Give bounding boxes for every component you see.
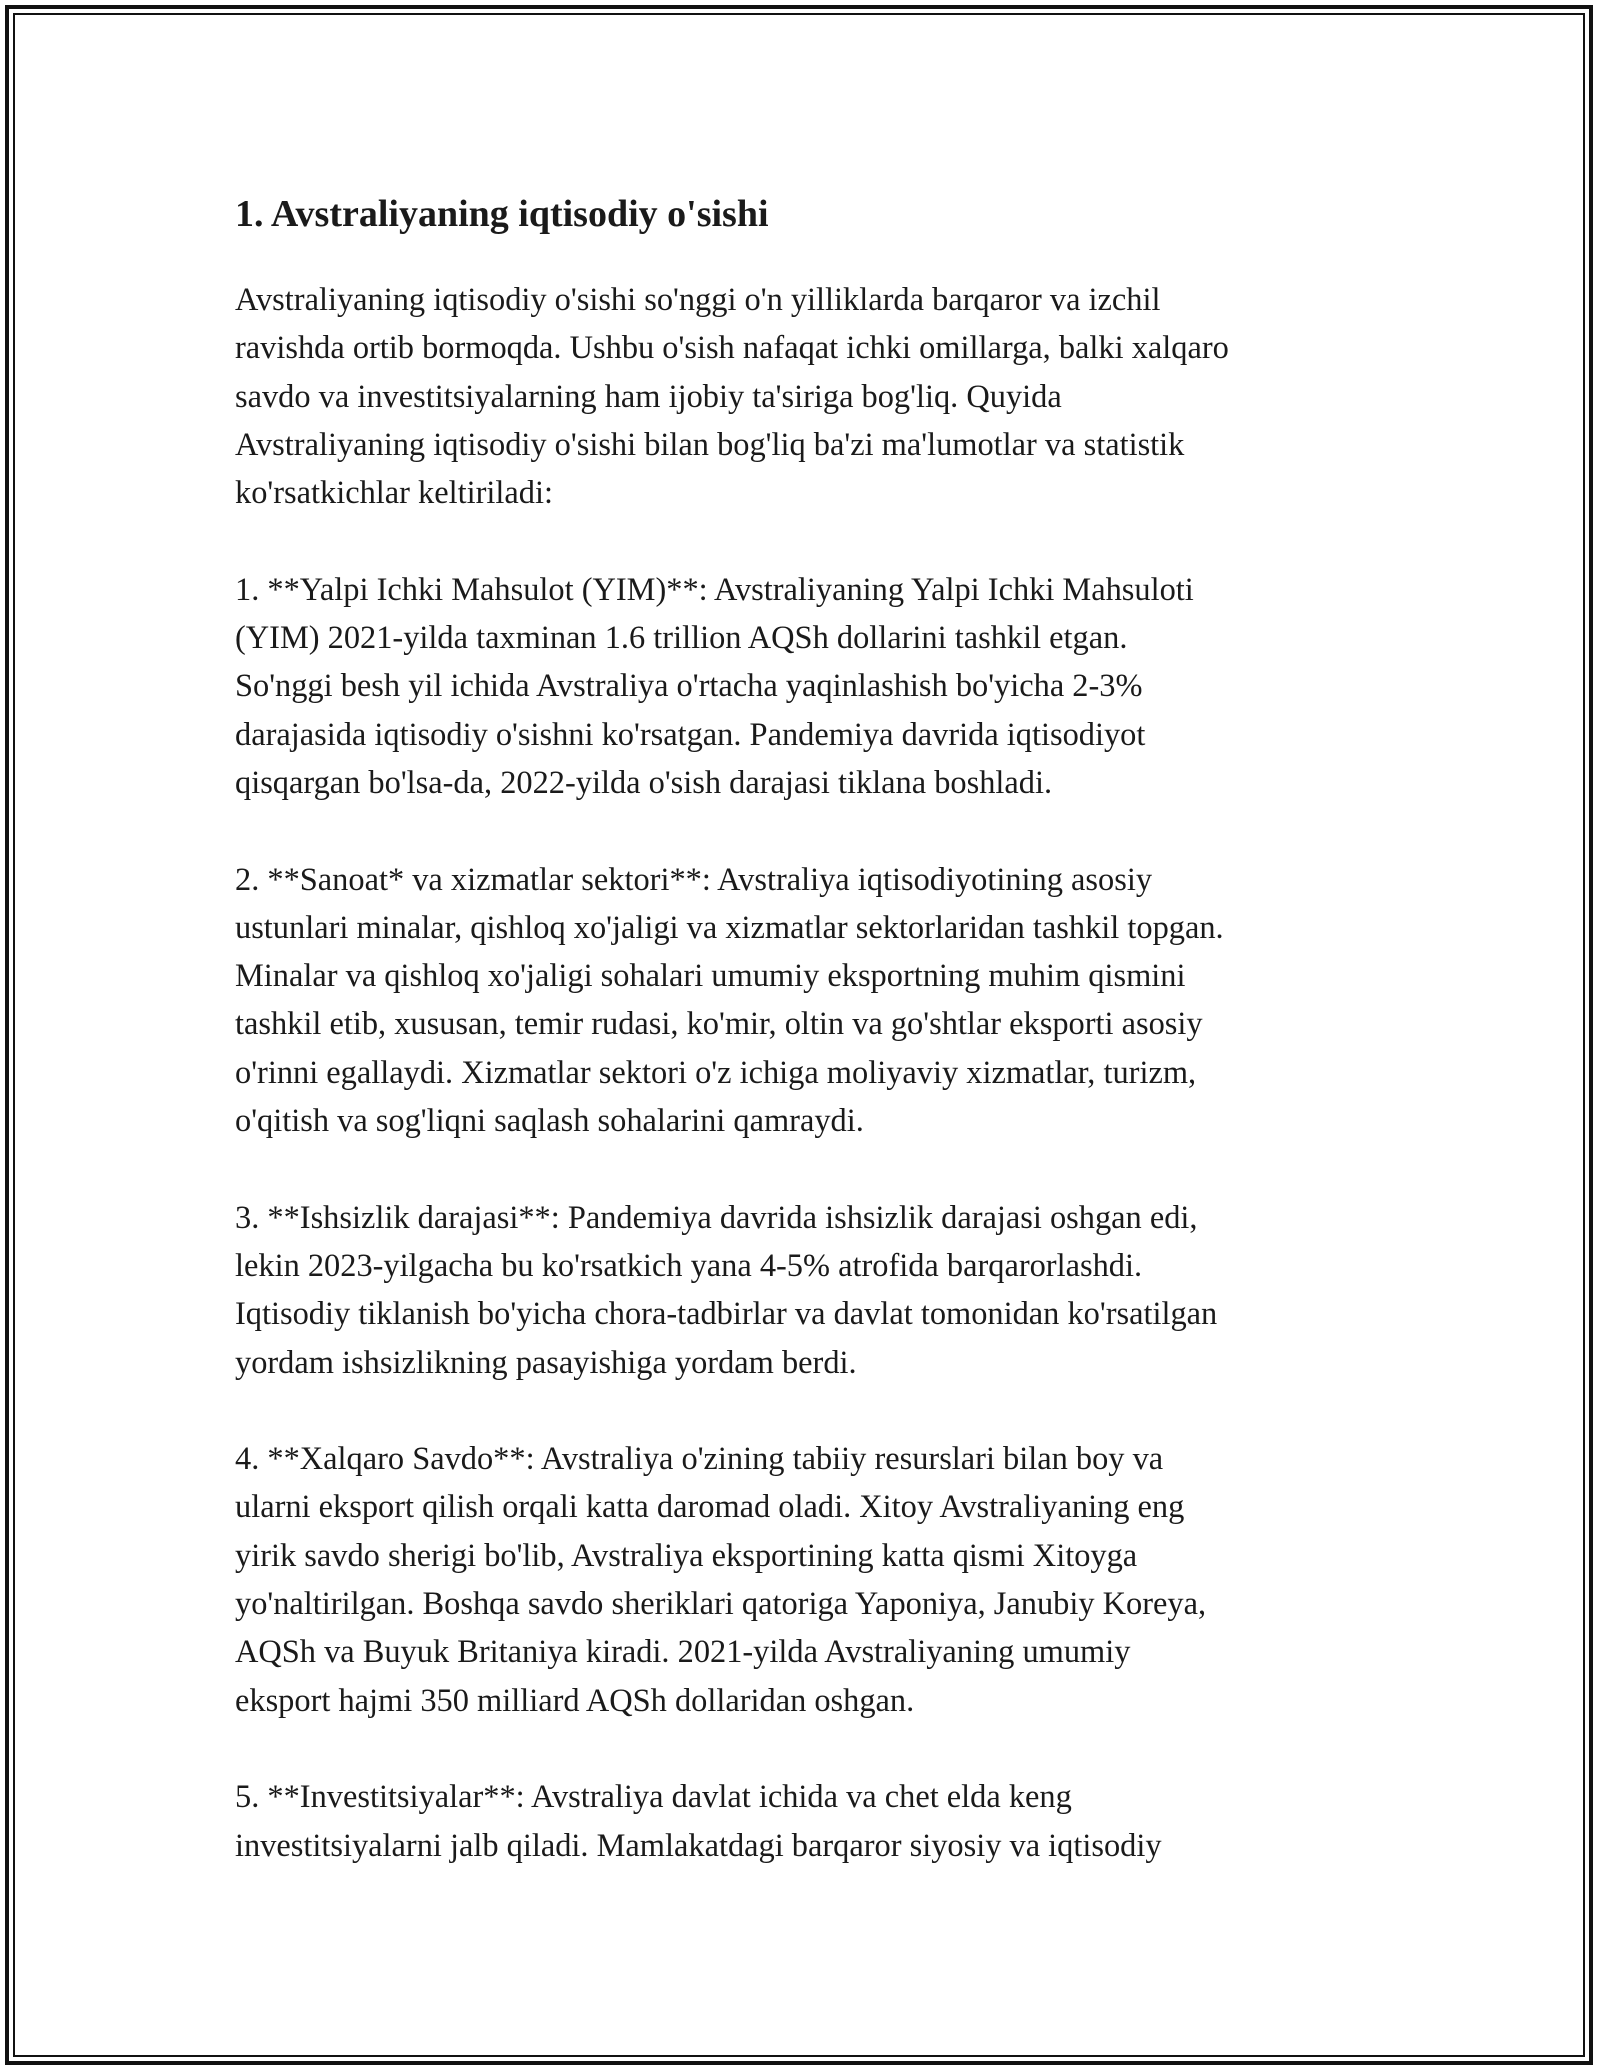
text-line: ko'rsatkichlar keltiriladi:	[235, 475, 553, 512]
text-line: 3. **Ishsizlik darajasi**: Pandemiya davrida ishsizlik darajasi oshgan edi,	[235, 1199, 1198, 1236]
text-line: Avstraliyaning iqtisodiy o'sishi bilan bog'liq ba'zi ma'lumotlar va statistik	[235, 426, 1185, 463]
intro-paragraph	[235, 276, 1375, 517]
text-line: AQSh va Buyuk Britaniya kiradi. 2021-yilda Avstraliyaning umumiy	[235, 1634, 1131, 1671]
text-line: ravishda ortib bormoqda. Ushbu o'sish nafaqat ichki omillarga, balki xalqaro	[235, 330, 1229, 367]
section-heading: 1. Avstraliyaning iqtisodiy o'sishi	[235, 193, 769, 235]
text-line: tashkil etib, xususan, temir rudasi, ko'mir, oltin va go'shtlar eksporti asosiy	[235, 1006, 1203, 1043]
text-line: qisqargan bo'lsa-da, 2022-yilda o'sish darajasi tiklana boshladi.	[235, 764, 1053, 801]
text-line: (YIM) 2021-yilda taxminan 1.6 trillion AQSh dollarini tashkil etgan.	[235, 620, 1128, 657]
industry-services-paragraph	[235, 856, 1375, 1146]
text-line: 2. **Sanoat* va xizmatlar sektori**: Avstraliya iqtisodiyotining asosiy	[235, 861, 1153, 898]
text-line: yordam ishsizlikning pasayishiga yordam berdi.	[235, 1344, 857, 1381]
text-line: Iqtisodiy tiklanish bo'yicha chora-tadbirlar va davlat tomonidan ko'rsatilgan	[235, 1296, 1218, 1333]
text-line: savdo va investitsiyalarning ham ijobiy ta'siriga bog'liq. Quyida	[235, 378, 1062, 415]
text-line: yirik savdo sherigi bo'lib, Avstraliya eksportining katta qismi Xitoyga	[235, 1537, 1138, 1574]
text-line: ustunlari minalar, qishloq xo'jaligi va xizmatlar sektorlaridan tashkil topgan.	[235, 909, 1224, 946]
investment-paragraph	[235, 1773, 1375, 1870]
text-line: yo'naltirilgan. Boshqa savdo sheriklari qatoriga Yaponiya, Janubiy Koreya,	[235, 1586, 1207, 1623]
gdp-paragraph	[235, 566, 1375, 807]
text-line: 4. **Xalqaro Savdo**: Avstraliya o'zining tabiiy resurslari bilan boy va	[235, 1441, 1164, 1478]
document-page	[235, 190, 1375, 1918]
text-line: ularni eksport qilish orqali katta daromad oladi. Xitoy Avstraliyaning eng	[235, 1489, 1185, 1526]
text-line: Minalar va qishloq xo'jaligi sohalari umumiy eksportning muhim qismini	[235, 958, 1186, 995]
text-line: 1. **Yalpi Ichki Mahsulot (YIM)**: Avstraliyaning Yalpi Ichki Mahsuloti	[235, 571, 1194, 608]
text-line: lekin 2023-yilgacha bu ko'rsatkich yana 4-5% atrofida barqarorlashdi.	[235, 1247, 1143, 1284]
text-line: 5. **Investitsiyalar**: Avstraliya davlat ichida va chet elda keng	[235, 1779, 1072, 1816]
text-line: darajasida iqtisodiy o'sishni ko'rsatgan. Pandemiya davrida iqtisodiyot	[235, 716, 1146, 753]
text-line: eksport hajmi 350 milliard AQSh dollaridan oshgan.	[235, 1682, 915, 1719]
text-line: Avstraliyaning iqtisodiy o'sishi so'nggi o'n yilliklarda barqaror va izchil	[235, 282, 1161, 318]
text-line: So'nggi besh yil ichida Avstraliya o'rtacha yaqinlashish bo'yicha 2-3%	[235, 668, 1143, 705]
trade-paragraph	[235, 1435, 1375, 1725]
text-line: investitsiyalarni jalb qiladi. Mamlakatdagi barqaror siyosiy va iqtisodiy	[235, 1827, 1162, 1864]
unemployment-paragraph	[235, 1194, 1375, 1387]
text-line: o'rinni egallaydi. Xizmatlar sektori o'z ichiga moliyaviy xizmatlar, turizm,	[235, 1054, 1197, 1091]
text-line: o'qitish va sog'liqni saqlash sohalarini qamraydi.	[235, 1103, 864, 1140]
